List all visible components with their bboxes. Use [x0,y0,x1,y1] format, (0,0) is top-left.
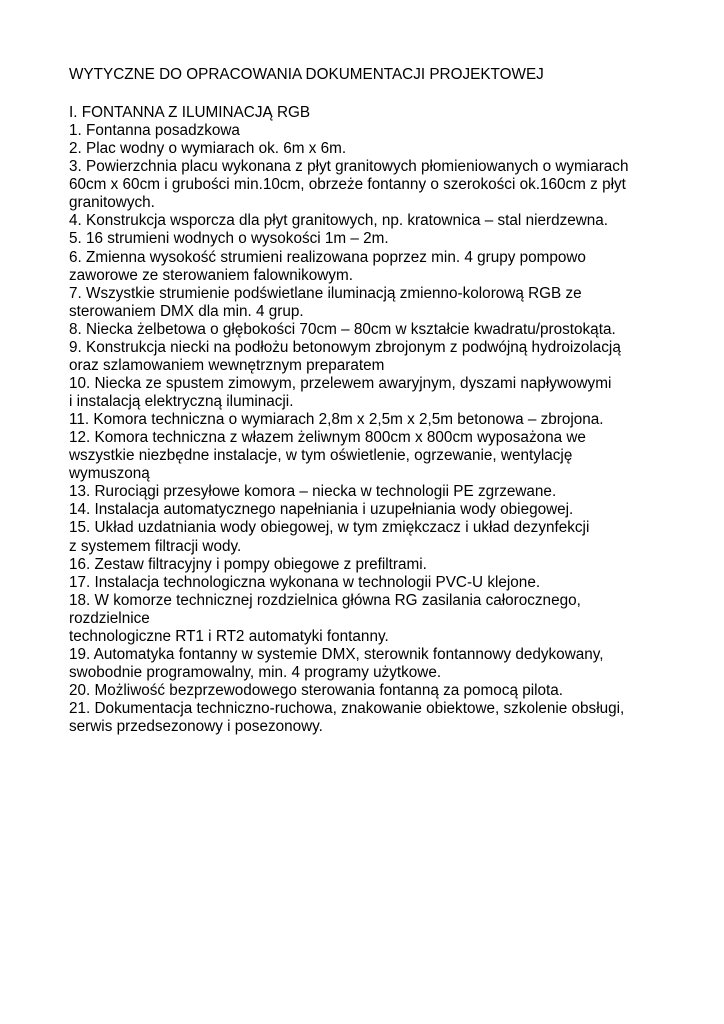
text-line: 13. Rurociągi przesyłowe komora – niecka w technologii PE zgrzewane. [69,483,557,501]
section-heading: I. FONTANNA Z ILUMINACJĄ RGB [69,104,311,121]
text-line: 4. Konstrukcja wsporcza dla płyt granitowych, np. kratownica – stal nierdzewna. [69,212,609,230]
text-line: swobodnie programowalny, min. 4 programy użytkowe. [69,663,442,681]
text-line: zaworowe ze sterowaniem falownikowym. [69,266,353,284]
text-line: 10. Niecka ze spustem zimowym, przelewem awaryjnym, dyszami napływowymi [69,374,612,392]
text-line: oraz szlamowaniem wewnętrznym preparatem [69,356,385,374]
text-line: serwis przedsezonowy i posezonowy. [69,718,323,736]
text-line: sterowaniem DMX dla min. 4 grup. [69,302,304,320]
text-line: 19. Automatyka fontanny w systemie DMX, sterownik fontannowy dedykowany, [69,645,604,663]
text-line: z systemem filtracji wody. [69,537,242,555]
text-line: 12. Komora techniczna z włazem żeliwnym 800cm x 800cm wyposażona we [69,429,586,447]
text-line: wszystkie niezbędne instalacje, w tym oświetlenie, ogrzewanie, wentylację [69,447,573,465]
document-body [69,104,689,736]
text-line: 6. Zmienna wysokość strumieni realizowana poprzez min. 4 grupy pompowo [69,248,586,266]
text-line: 60cm x 60cm i grubości min.10cm, obrzeże fontanny o szerokości ok.160cm z płyt [69,176,626,194]
text-line: rozdzielnice [69,609,150,627]
document-title: WYTYCZNE DO OPRACOWANIA DOKUMENTACJI PROJEKTOWEJ [69,66,544,83]
text-line: 5. 16 strumieni wodnych o wysokości 1m – 2m. [69,230,389,248]
text-line: 15. Układ uzdatniania wody obiegowej, w tym zmiękczacz i układ dezynfekcji [69,519,590,537]
text-line: i instalacją elektryczną iluminacji. [69,393,294,410]
text-line: 20. Możliwość bezprzewodowego sterowania fontanną za pomocą pilota. [69,682,564,699]
text-line: technologiczne RT1 i RT2 automatyki fontanny. [69,627,389,645]
text-line: 2. Plac wodny o wymiarach ok. 6m x 6m. [69,140,347,158]
text-line: 8. Niecka żelbetowa o głębokości 70cm – 80cm w kształcie kwadratu/prostokąta. [69,320,616,338]
text-line: 7. Wszystkie strumienie podświetlane iluminacją zmienno-kolorową RGB ze [69,284,582,302]
text-line: 18. W komorze technicznej rozdzielnica główna RG zasilania całorocznego, [69,591,581,609]
text-line: 16. Zestaw filtracyjny i pompy obiegowe z prefiltrami. [69,555,427,573]
text-line: granitowych. [69,194,155,212]
text-line: 17. Instalacja technologiczna wykonana w technologii PVC-U klejone. [69,573,541,591]
text-line: 9. Konstrukcja niecki na podłożu betonowym zbrojonym z podwójną hydroizolacją [69,338,621,356]
text-line: 3. Powierzchnia placu wykonana z płyt granitowych płomieniowanych o wymiarach [69,158,629,176]
text-line: 21. Dokumentacja techniczno-ruchowa, znakowanie obiektowe, szkolenie obsługi, [69,700,625,718]
text-line: 11. Komora techniczna o wymiarach 2,8m x 2,5m x 2,5m betonowa – zbrojona. [69,411,604,429]
text-line: wymuszoną [69,465,150,483]
text-line: 1. Fontanna posadzkowa [69,122,240,140]
text-line: 14. Instalacja automatycznego napełniania i uzupełniania wody obiegowej. [69,501,574,519]
